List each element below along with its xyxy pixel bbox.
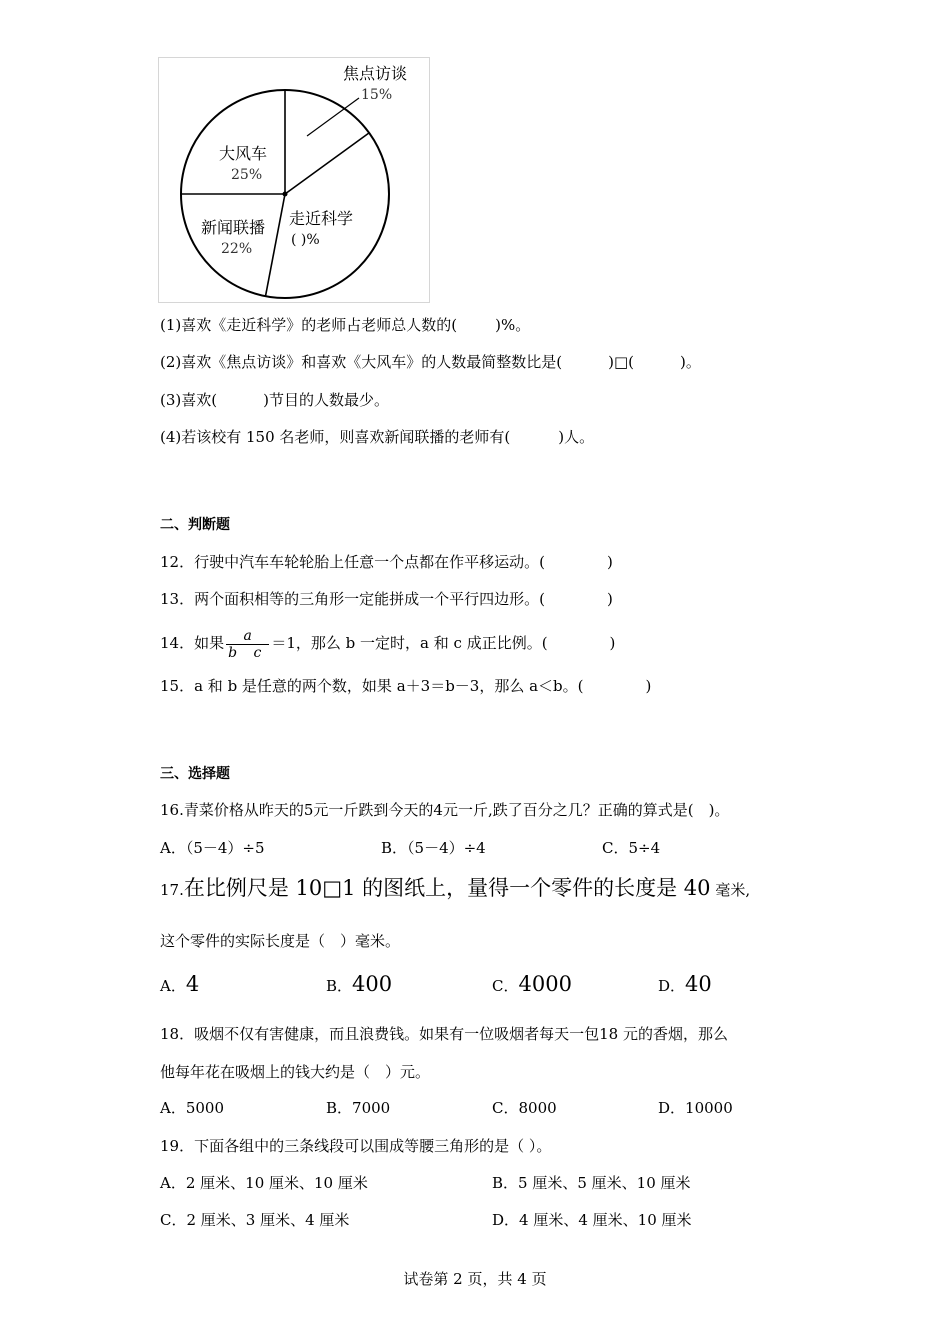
slice-value-xinwen: 22% [221, 241, 253, 257]
q17-number: 17. [160, 881, 184, 899]
q17-unit: 毫米, [715, 881, 751, 899]
q11-part3-text-b: )节目的人数最少。 [263, 391, 389, 409]
q19-option-b: B．5 厘米、5 厘米、10 厘米 [492, 1174, 691, 1192]
q17-line1 [160, 874, 750, 904]
q18-option-b: B．7000 [326, 1099, 391, 1117]
q18-option-a: A．5000 [160, 1099, 225, 1117]
q17-option-d-letter: D． [658, 977, 686, 995]
q17-option-c-value: 4000 [518, 972, 572, 996]
boundary-zoujin-xinwen [266, 194, 286, 296]
q19-option-c: C．2 厘米、3 厘米、4 厘米 [160, 1211, 350, 1229]
q16-option-c: C．5÷4 [602, 839, 661, 857]
q16-option-a: A．（5－4）÷5 [160, 839, 265, 857]
q11-part3 [160, 390, 389, 410]
q14-text-b: ＝1，那么 b 一定时，a 和 c 成正比例。( [271, 634, 548, 652]
section3-heading: 三、选择题 [160, 766, 230, 782]
q19: 19．下面各组中的三条线段可以围成等腰三角形的是（ ）。 [160, 1137, 552, 1155]
q14-fraction-denominator: b c [228, 644, 268, 661]
q17-option-c [492, 974, 572, 996]
pointer-line [307, 98, 359, 136]
q17-option-d-value: 40 [685, 972, 712, 996]
q17-option-b-value: 400 [352, 972, 393, 996]
q18-line2: 他每年花在吸烟上的钱大约是（ ）元。 [160, 1063, 431, 1081]
q12 [160, 552, 613, 572]
q18-line1: 18．吸烟不仅有害健康，而且浪费钱。如果有一位吸烟者每天一包18 元的香烟，那么 [160, 1025, 728, 1043]
q14-text-a: 14．如果 [160, 634, 225, 652]
slice-value-jiaodian: 15% [361, 87, 393, 103]
q11-part4-text-b: )人。 [558, 428, 595, 446]
q14 [160, 626, 615, 661]
q13-close: ) [606, 590, 613, 608]
q11-part4-text-a: (4)若该校有 150 名老师，则喜欢新闻联播的老师有( [160, 428, 511, 446]
q11-part1 [160, 315, 530, 335]
slice-label-xinwen: 新闻联播 [201, 218, 266, 237]
q17-option-c-letter: C． [492, 977, 519, 995]
q16: 16.青菜价格从昨天的5元一斤跌到今天的4元一斤,跌了百分之几？正确的算式是( )。 [160, 801, 730, 819]
q12-close: ) [606, 553, 613, 571]
q15 [160, 676, 651, 696]
q15-close: ) [645, 677, 652, 695]
q17-text-big: 在比例尺是 10□1 的图纸上，量得一个零件的长度是 40 [183, 876, 711, 900]
q11-part2-text-c: )。 [680, 353, 701, 371]
q15-text: 15．a 和 b 是任意的两个数，如果 a＋3＝b－3，那么 a＜b。( [160, 677, 584, 695]
q16-option-b: B．（5－4）÷4 [381, 839, 486, 857]
q17-option-a [160, 974, 199, 996]
q14-close: ) [609, 634, 616, 652]
q17-option-a-value: 4 [185, 972, 200, 996]
q11-part2 [160, 352, 701, 372]
slice-value-zoujin: ( )% [291, 232, 320, 248]
q14-fraction [226, 628, 269, 661]
q11-part4 [160, 427, 594, 447]
slice-label-zoujin: 走近科学 [289, 209, 354, 228]
q19-option-a: A．2 厘米、10 厘米、10 厘米 [160, 1174, 368, 1192]
q18-option-d: D．10000 [658, 1099, 733, 1117]
q11-part2-text-b: )□( [608, 353, 634, 371]
q18-option-c: C．8000 [492, 1099, 557, 1117]
pie-chart-figure [158, 57, 430, 303]
q13-text: 13．两个面积相等的三角形一定能拼成一个平行四边形。( [160, 590, 545, 608]
pie-center-dot [283, 192, 288, 197]
q12-text: 12．行驶中汽车车轮轮胎上任意一个点都在作平移运动。( [160, 553, 545, 571]
q17-option-d [658, 974, 712, 996]
q11-part3-text-a: (3)喜欢( [160, 391, 218, 409]
q11-part2-text-a: (2)喜欢《焦点访谈》和喜欢《大风车》的人数最简整数比是( [160, 353, 563, 371]
q11-part1-text-a: (1)喜欢《走近科学》的老师占老师总人数的( [160, 316, 458, 334]
q19-option-d: D．4 厘米、4 厘米、10 厘米 [492, 1211, 692, 1229]
q11-part1-text-b: )%。 [495, 316, 531, 334]
slice-label-dafengche: 大风车 [219, 144, 268, 163]
page-footer: 试卷第 2 页，共 4 页 [403, 1270, 547, 1288]
pie-chart [159, 58, 429, 302]
q17-option-b [326, 974, 392, 996]
q17-option-b-letter: B． [326, 977, 353, 995]
boundary-jiaodian-zoujin [285, 133, 369, 194]
slice-label-jiaodian: 焦点访谈 [343, 64, 408, 83]
q17-line2: 这个零件的实际长度是（ ）毫米。 [160, 932, 401, 950]
q14-fraction-numerator: a [226, 628, 269, 645]
q13 [160, 589, 613, 609]
q17-option-a-letter: A． [160, 977, 186, 995]
slice-value-dafengche: 25% [231, 167, 263, 183]
section2-heading: 二、判断题 [160, 517, 230, 533]
